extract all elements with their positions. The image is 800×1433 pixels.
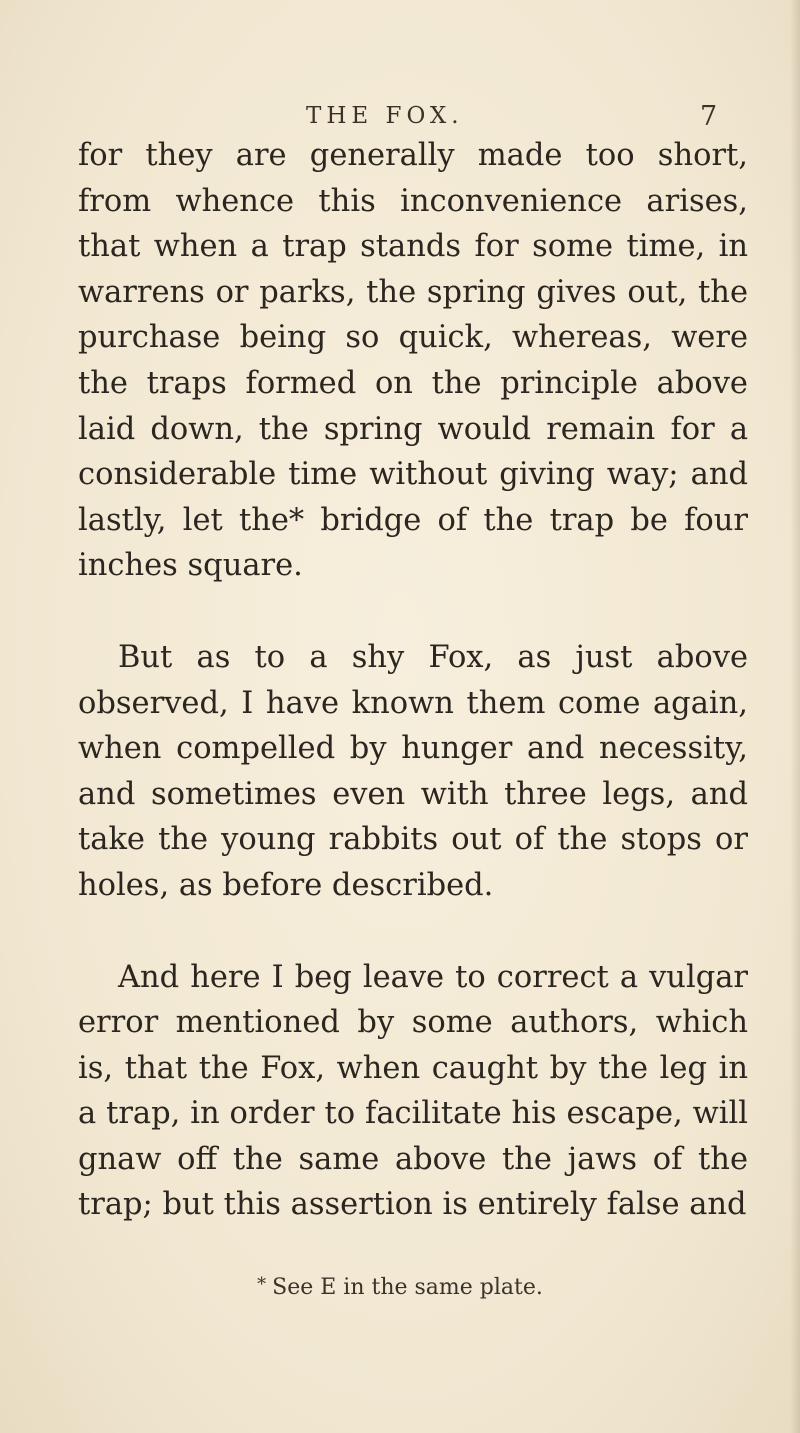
- running-head: THE FOX.: [306, 103, 464, 129]
- footnote: [0, 1275, 800, 1300]
- footnote-marker: *: [257, 1274, 267, 1295]
- body-text: [78, 133, 748, 1228]
- paragraph-3: And here I beg leave to correct a vulgar error mentioned by some authors, which is, that the Fox, when caught by the leg in a trap, in order to facilitate his escape, will gnaw off the same above the jaws of the trap; but this assertion is entirely false and: [78, 959, 748, 1223]
- page-edge-shadow: [790, 0, 800, 1433]
- paragraph-2: But as to a shy Fox, as just above observed, I have known them come again, when compelled by hunger and necessity, and sometimes even with three legs, and take the young rabbits out of the stops or holes, as before described.: [78, 639, 748, 903]
- page-number: 7: [700, 101, 718, 132]
- footnote-text: See E in the same plate.: [272, 1275, 543, 1300]
- paragraph-1: for they are generally made too short, from whence this inconvenience arises, that when a trap stands for some time, in warrens or parks, the spring gives out, the purchase being so quick, whereas, were the traps formed on the principle above laid down, the spring would remain for a considerable time without giving way; and lastly, let the* bridge of the trap be four inches square.: [78, 138, 748, 584]
